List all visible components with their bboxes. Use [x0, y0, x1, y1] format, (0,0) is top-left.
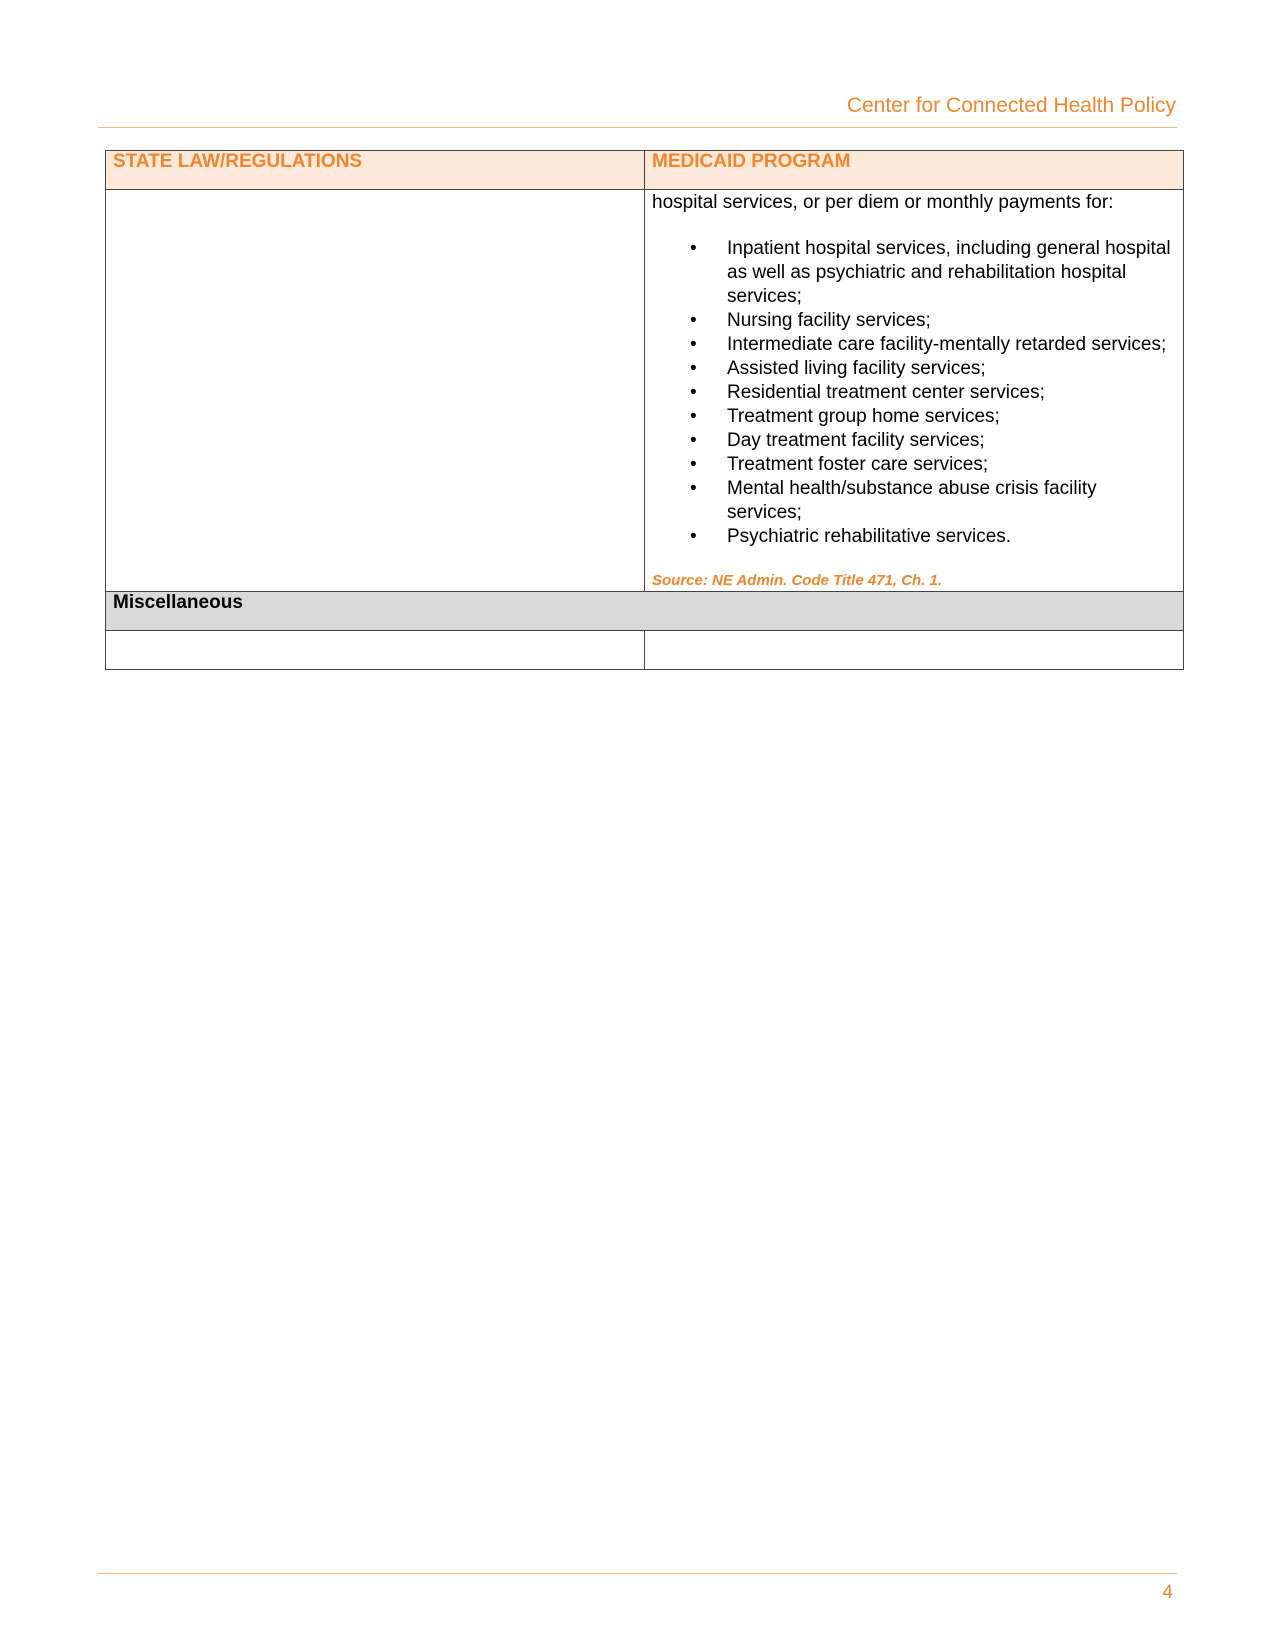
header-divider — [98, 127, 1177, 128]
list-item — [652, 333, 1176, 357]
list-item — [652, 453, 1176, 477]
list-item — [652, 405, 1176, 429]
table-row — [106, 631, 1184, 670]
bullet-icon: • — [690, 334, 697, 355]
policy-table — [105, 150, 1184, 670]
list-item-text: Treatment group home services; — [727, 406, 1000, 427]
header-title: Center for Connected Health Policy — [846, 94, 1176, 117]
column-header-medicaid: MEDICAID PROGRAM — [645, 151, 1184, 190]
empty-cell — [645, 631, 1184, 670]
list-item — [652, 429, 1176, 453]
page-number: 4 — [1162, 1582, 1173, 1603]
list-item — [652, 477, 1176, 525]
bullet-icon: • — [690, 358, 697, 379]
service-list — [652, 237, 1176, 549]
list-item-text: Nursing facility services; — [727, 310, 931, 331]
list-item-text: Day treatment facility services; — [727, 430, 985, 451]
state-law-cell — [106, 190, 645, 592]
table-header-row — [106, 151, 1184, 190]
list-item-text: Assisted living facility services; — [727, 358, 986, 379]
footer-divider — [98, 1573, 1177, 1574]
bullet-icon: • — [690, 430, 697, 451]
column-header-state-law: STATE LAW/REGULATIONS — [106, 151, 645, 190]
list-item — [652, 381, 1176, 405]
table-row — [106, 190, 1184, 592]
bullet-icon: • — [690, 238, 697, 259]
bullet-icon: • — [690, 382, 697, 403]
list-item-text: Intermediate care facility-mentally retarded services; — [727, 334, 1167, 355]
list-item-text: Residential treatment center services; — [727, 382, 1045, 403]
medicaid-cell — [645, 190, 1184, 592]
list-item — [652, 309, 1176, 333]
bullet-icon: • — [690, 454, 697, 475]
list-item-text: Mental health/substance abuse crisis facility services; — [727, 478, 1097, 523]
bullet-icon: • — [690, 406, 697, 427]
list-item-text: Inpatient hospital services, including general hospital as well as psychiatric and rehabilitation hospital services; — [727, 238, 1171, 307]
empty-cell — [106, 631, 645, 670]
list-item — [652, 525, 1176, 549]
list-item-text: Treatment foster care services; — [727, 454, 989, 475]
bullet-icon: • — [690, 526, 697, 547]
list-item-text: Psychiatric rehabilitative services. — [727, 526, 1012, 547]
bullet-icon: • — [690, 478, 697, 499]
list-item — [652, 237, 1176, 309]
medicaid-intro-text: hospital services, or per diem or monthly payments for: — [652, 192, 1114, 213]
source-citation: Source: NE Admin. Code Title 471, Ch. 1. — [652, 572, 943, 589]
section-row — [106, 592, 1184, 631]
section-label-miscellaneous: Miscellaneous — [106, 592, 1184, 631]
list-item — [652, 357, 1176, 381]
bullet-icon: • — [690, 310, 697, 331]
